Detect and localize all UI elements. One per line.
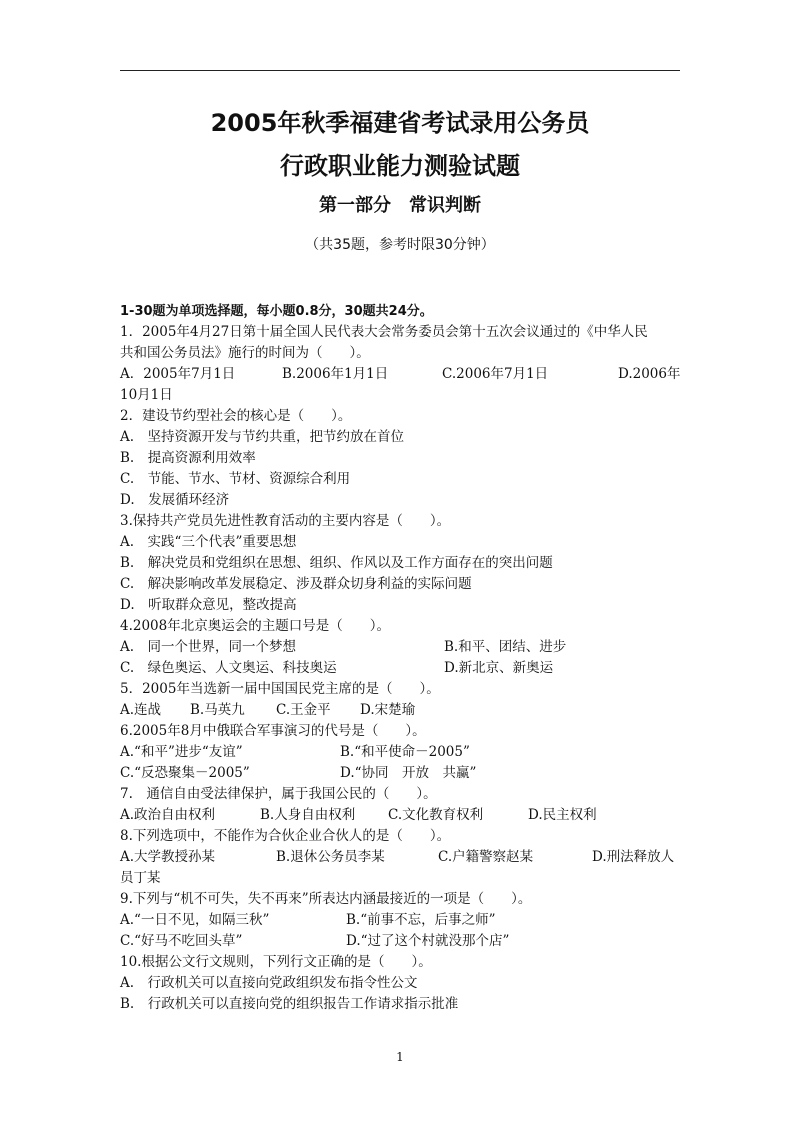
q8-option-d-cont: 员丁某 [120,870,161,886]
q5-option-b: B.马英九 [190,702,245,718]
page-number: 1 [396,1050,404,1064]
exam-title: 2005年秋季福建省考试录用公务员 [210,109,590,137]
q9-option-b: B.“前事不忘，后事之师” [346,912,496,928]
q4-option-b: B.和平、团结、进步 [444,639,567,655]
q7-option-a: A.政治自由权利 [120,807,216,823]
q3-option-a: A. 实践“三个代表”重要思想 [120,534,297,550]
q9-stem: 9.下列与“机不可失，失不再来”所表达内涵最接近的一项是（ ）。 [120,891,532,907]
question-body [120,301,684,1015]
q3-option-d: D. 听取群众意见，整改提高 [120,597,297,613]
q4-option-c: C. 绿色奥运、人文奥运、科技奥运 [120,660,337,676]
q1-option-d: D.2006年 [618,366,681,382]
q4-stem: 4.2008年北京奥运会的主题口号是（ ）。 [120,618,390,634]
q7-option-b: B.人身自由权利 [260,807,356,823]
q5-option-a: A.连战 [120,702,162,718]
q3-option-b: B. 解决党员和党组织在思想、组织、作风以及工作方面存在的突出问题 [120,555,553,571]
q6-options-row1 [120,742,684,763]
q5-option-c: C.王金平 [276,702,331,718]
q2-option-d: D. 发展循环经济 [120,492,230,508]
q7-stem: 7. 通信自由受法律保护，属于我国公民的（ ）。 [120,786,437,802]
q7-option-d: D.民主权利 [528,807,597,823]
q8-option-b: B.退休公务员李某 [276,849,385,865]
q5-options [120,700,684,721]
q7-options [120,805,684,826]
q1-stem: 1．2005年4月27日第十届全国人民代表大会常务委员会第十五次会议通过的《中华人民 [120,324,648,340]
q3-stem: 3.保持共产党员先进性教育活动的主要内容是（ ）。 [120,513,451,529]
q10-stem: 10.根据公文行文规则，下列行文正确的是（ ）。 [120,954,432,970]
q4-option-a: A. 同一个世界，同一个梦想 [120,639,297,655]
q9-option-c: C.“好马不吃回头草” [120,933,243,949]
q6-options-row2 [120,763,684,784]
q5-stem: 5．2005年当选新一届中国国民党主席的是（ ）。 [120,681,440,697]
q4-options-row2 [120,658,684,679]
q8-option-d: D.刑法释放人 [592,849,675,865]
q4-options-row1 [120,637,684,658]
q9-option-a: A.“一日不见，如隔三秋” [120,912,270,928]
q2-option-a: A. 坚持资源开发与节约共重，把节约放在首位 [120,429,405,445]
q8-options [120,847,684,868]
q6-stem: 6.2005年8月中俄联合军事演习的代号是（ ）。 [120,723,426,739]
q6-option-c: C.“反恐聚集－2005” [120,765,250,781]
q8-stem: 8.下列选项中，不能作为合伙企业合伙人的是（ ）。 [120,828,451,844]
q5-option-d: D.宋楚瑜 [360,702,416,718]
q1-option-a: A．2005年7月1日 [120,366,236,382]
q6-option-d: D.“协同 开放 共赢” [340,765,477,781]
q8-option-a: A.大学教授孙某 [120,849,216,865]
q3-option-c: C. 解决影响改革发展稳定、涉及群众切身利益的实际问题 [120,576,472,592]
q2-option-b: B. 提高资源利用效率 [120,450,256,466]
q10-option-b: B. 行政机关可以直接向党的组织报告工作请求指示批准 [120,996,459,1012]
q6-option-a: A.“和平”进步“友谊” [120,744,243,760]
exam-subject: 行政职业能力测验试题 [280,152,520,180]
q1-options [120,364,684,385]
q1-option-d-cont: 10月1日 [120,387,173,403]
q9-options-row2 [120,931,684,952]
section-note: （共35题，参考时限30分钟） [305,237,495,253]
q10-option-a: A. 行政机关可以直接向党政组织发布指令性公文 [120,975,418,991]
q4-option-d: D.新北京、新奥运 [444,660,554,676]
header-rule [120,70,680,71]
instructions: 1-30题为单项选择题，每小题0.8分，30题共24分。 [120,304,433,319]
q9-options-row1 [120,910,684,931]
section-heading: 第一部分 常识判断 [319,195,481,216]
q1-option-c: C.2006年7月1日 [442,366,549,382]
q6-option-b: B.“和平使命－2005” [340,744,470,760]
q1-option-b: B.2006年1月1日 [282,366,389,382]
q2-option-c: C. 节能、节水、节材、资源综合利用 [120,471,351,487]
q1-stem-cont: 共和国公务员法》施行的时间为（ ）。 [120,345,370,361]
q2-stem: 2．建设节约型社会的核心是（ ）。 [120,408,352,424]
q7-option-c: C.文化教育权利 [388,807,484,823]
q9-option-d: D.“过了这个村就没那个店” [346,933,510,949]
q8-option-c: C.户籍警察赵某 [438,849,534,865]
